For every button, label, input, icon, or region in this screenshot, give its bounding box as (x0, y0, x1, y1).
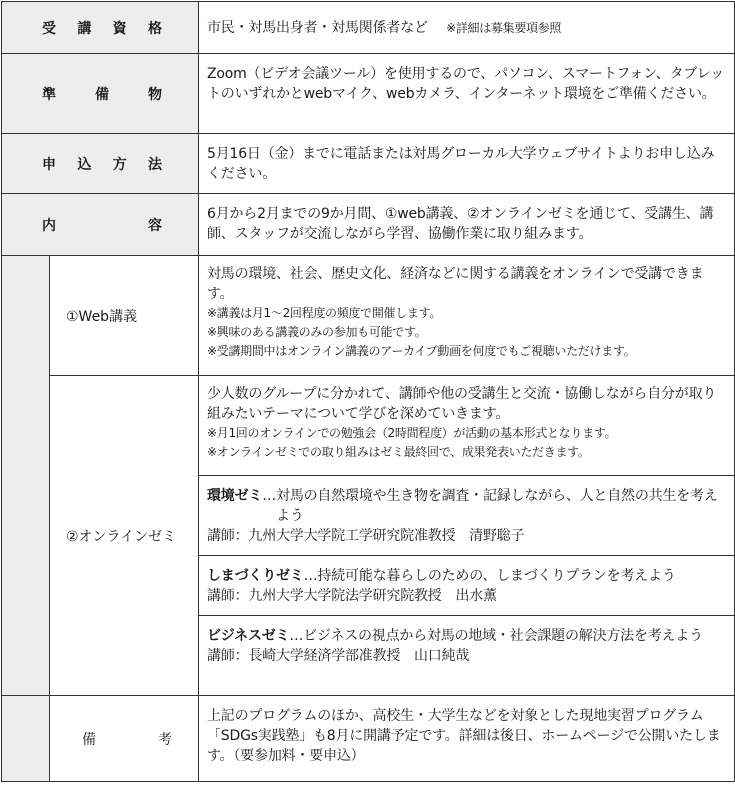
seminar-desc: 持続可能な暮らしのための、しまづくりプランを考えよう (317, 568, 676, 584)
eligibility-note: ※詳細は募集要項参照 (446, 21, 562, 35)
seminar-desc: ビジネスの視点から対馬の地域・社会課題の解決方法を考えよう (303, 628, 703, 644)
seminar-lecturer: 講師：長崎大学経済学部准教授 山口純哉 (207, 648, 470, 664)
eligibility-text: 市民・対馬出身者・対馬関係者など (207, 20, 428, 36)
label-web-lecture: ①Web講義 (50, 256, 199, 376)
label-remarks: 備 考 (50, 696, 199, 782)
seminar-name: 環境ゼミ (207, 488, 263, 504)
content-application (199, 134, 735, 194)
content-contents (199, 194, 735, 256)
content-web-lecture (199, 256, 735, 376)
row-application (2, 134, 735, 194)
web-lecture-note: ※講義は月1〜2回程度の頻度で開催します。 (207, 306, 442, 320)
web-lecture-note: ※受講期間中はオンライン講義のアーカイブ動画を何度でもご視聴いただけます。 (207, 344, 636, 358)
application-text: 5月16日（金）までに電話または対馬グローカル大学ウェブサイトよりお申し込みください。 (207, 146, 715, 182)
contents-text: 6月から2月までの9か月間、①web講義、②オンラインゼミを通じて、受講生、講師、スタッフが交流しながら学習、協働作業に取り組みます。 (207, 206, 714, 242)
online-seminar-note: ※月1回のオンラインでの勉強会（2時間程度）が活動の基本形式となります。 (207, 426, 617, 440)
row-remarks (2, 696, 735, 782)
course-info-table (1, 1, 735, 782)
preparation-text: Zoom（ビデオ会議ツール）を使用するので、パソコン、スマートフォン、タブレットのいずれかとwebマイク、webカメラ、インターネット環境をご準備ください。 (207, 66, 725, 102)
content-eligibility (199, 2, 735, 54)
row-preparation (2, 54, 735, 134)
remarks-indent-cell (2, 696, 50, 782)
content-preparation (199, 54, 735, 134)
row-online-seminar (2, 376, 735, 476)
row-web-lecture (2, 256, 735, 376)
label-preparation: 準 備 物 (2, 54, 199, 134)
label-eligibility: 受 講 資 格 (2, 2, 199, 54)
label-online-seminar: ②オンラインゼミ (50, 376, 199, 696)
row-eligibility (2, 2, 735, 54)
label-application: 申 込 方 法 (2, 134, 199, 194)
online-seminar-note: ※オンラインゼミでの取り組みはゼミ最終回で、成果発表いただきます。 (207, 445, 590, 459)
contents-indent-cell (2, 256, 50, 696)
remarks-text: 上記のプログラムのほか、高校生・大学生などを対象とした現地実習プログラム「SDGs実践塾」も8月に開講予定です。詳細は後日、ホームページで公開いたします。（要参加料・要申込） (207, 708, 721, 764)
seminar-business: ビジネスゼミ … ビジネスの視点から対馬の地域・社会課題の解決方法を考えよう 講師：長崎大学経済学部准教授 山口純哉 (199, 616, 735, 696)
web-lecture-text: 対馬の環境、社会、歴史文化、経済などに関する講義をオンラインで受講できます。 (207, 266, 704, 302)
web-lecture-note: ※興味のある講義のみの参加も可能です。 (207, 325, 427, 339)
seminar-lecturer: 講師：九州大学大学院法学研究院教授 出水薫 (207, 588, 497, 604)
label-contents: 内 容 (2, 194, 199, 256)
content-remarks (199, 696, 735, 782)
online-seminar-text: 少人数のグループに分かれて、講師や他の受講生と交流・協働しながら自分が取り組みたいテーマについて学びを深めていきます。 (207, 386, 717, 422)
seminar-name: しまづくりゼミ (207, 568, 304, 584)
seminar-desc: 対馬の自然環境や生き物を調査・記録しながら、人と自然の共生を考えよう (276, 488, 718, 524)
seminar-shimazukuri: しまづくりゼミ … 持続可能な暮らしのための、しまづくりプランを考えよう 講師：九州大学大学院法学研究院教授 出水薫 (199, 556, 735, 616)
seminar-environment: 環境ゼミ … 対馬の自然環境や生き物を調査・記録しながら、人と自然の共生を考えよう 講師：九州大学大学院工学研究院准教授 清野聡子 (199, 476, 735, 556)
content-online-seminar-intro (199, 376, 735, 476)
seminar-name: ビジネスゼミ (207, 628, 290, 644)
seminar-lecturer: 講師：九州大学大学院工学研究院准教授 清野聡子 (207, 528, 525, 544)
row-contents (2, 194, 735, 256)
